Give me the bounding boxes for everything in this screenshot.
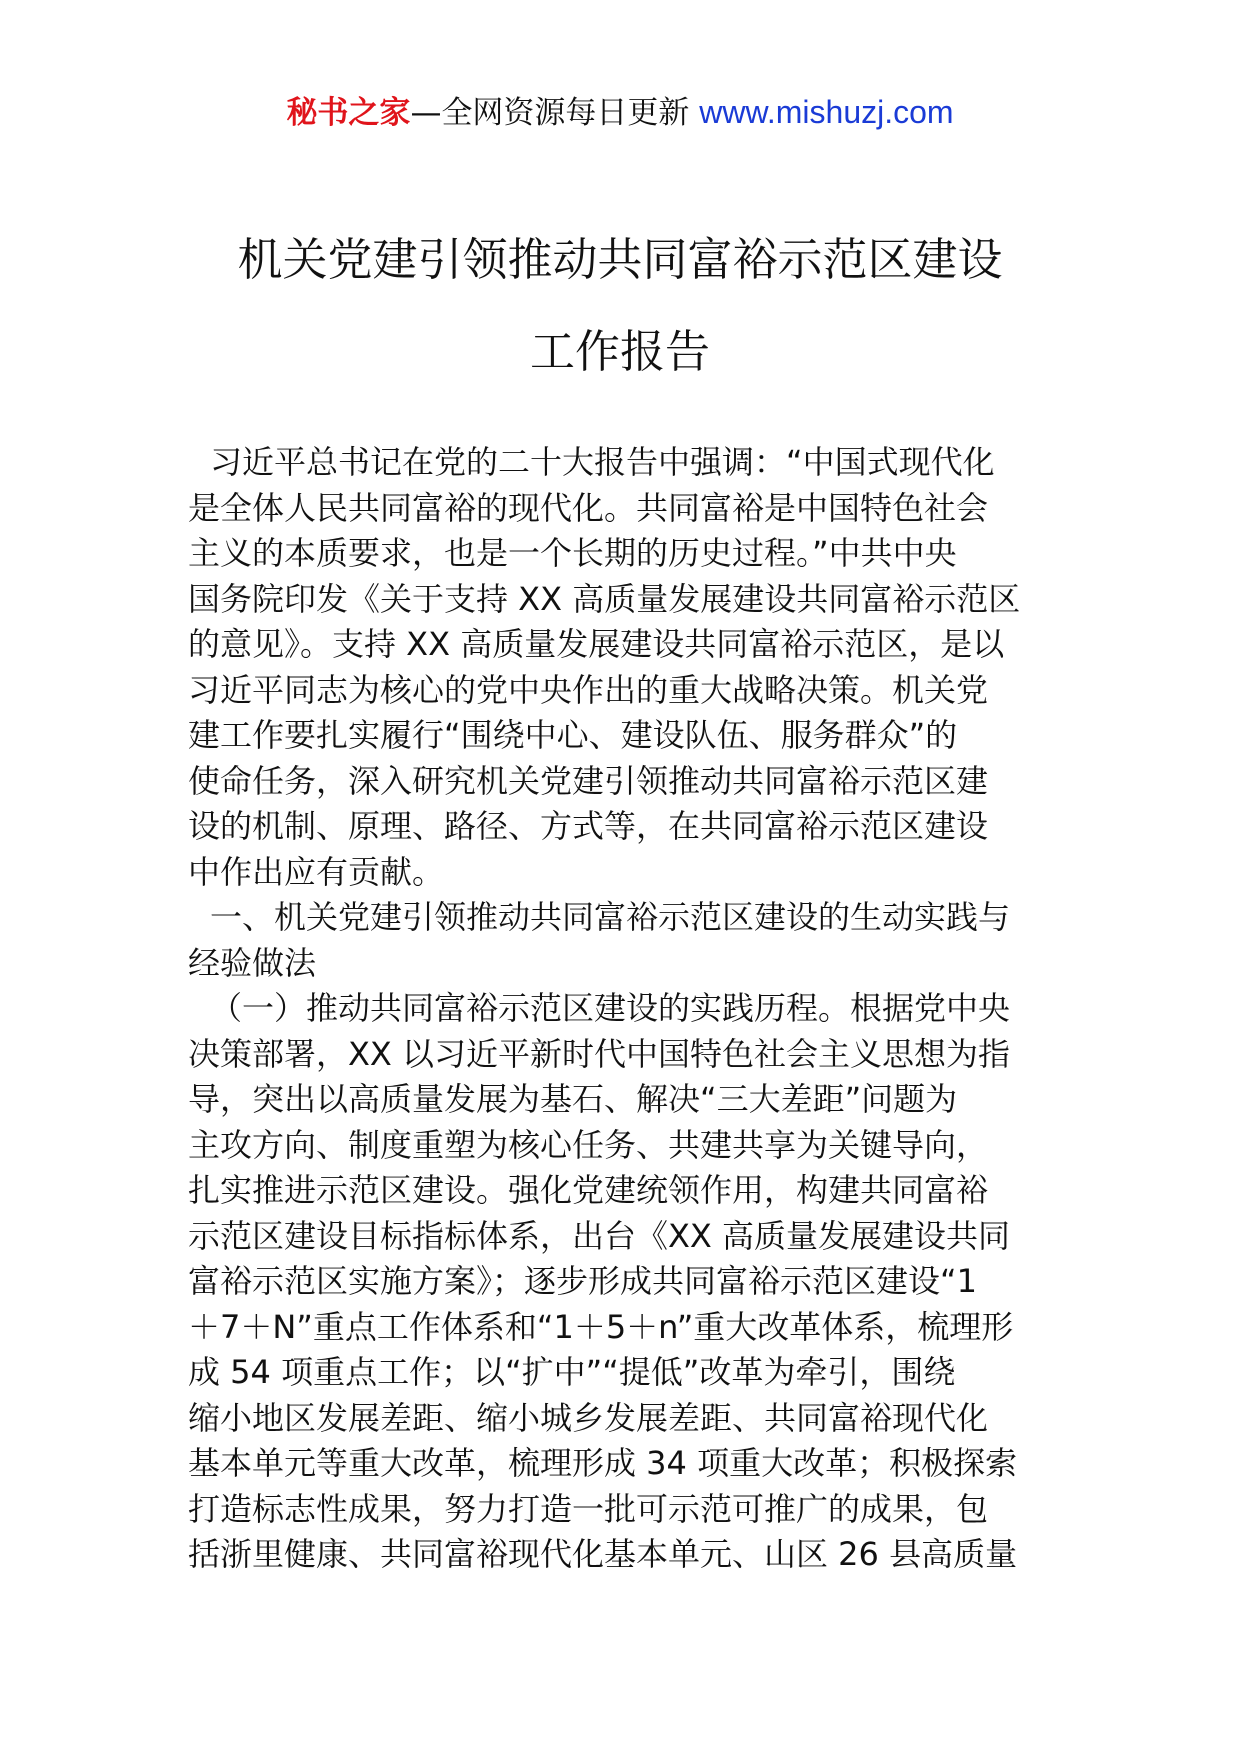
paragraph-line: 扎实推进示范区建设。强化党建统领作用，构建共同富裕 — [188, 1171, 989, 1209]
paragraph-line: 习近平总书记在党的二十大报告中强调：“中国式现代化 — [210, 443, 995, 481]
paragraph-line: 缩小地区发展差距、缩小城乡发展差距、共同富裕现代化 — [188, 1398, 989, 1437]
paragraph-line: 设的机制、原理、路径、方式等，在共同富裕示范区建设 — [188, 807, 989, 845]
paragraph-line: 国务院印发《关于支持 XX 高质量发展建设共同富裕示范区 — [188, 579, 1021, 618]
paragraph-line: 习近平同志为核心的党中央作出的重大战略决策。机关党 — [188, 670, 989, 709]
paragraph-line: 的意见》。支持 XX 高质量发展建设共同富裕示范区，是以 — [188, 625, 1005, 663]
site-url-link[interactable]: www.mishuzj.com — [699, 94, 954, 130]
paragraph-line: 基本单元等重大改革，梳理形成 34 项重大改革；积极探索 — [188, 1444, 1018, 1482]
document-body — [188, 440, 1068, 1578]
document-title-line-2: 工作报告 — [529, 325, 710, 378]
paragraph-line: 成 54 项重点工作；以“扩中”“提低”改革为牵引，围绕 — [188, 1353, 956, 1391]
paragraph-line: 示范区建设目标指标体系，出台《XX 高质量发展建设共同 — [188, 1216, 1011, 1255]
paragraph-line: 主攻方向、制度重塑为核心任务、共建共享为关键导向， — [188, 1125, 989, 1164]
paragraph-line: 导，突出以高质量发展为基石、解决“三大差距”问题为 — [188, 1080, 958, 1118]
paragraph-line: 打造标志性成果，努力打造一批可示范可推广的成果，包 — [188, 1489, 989, 1528]
paragraph-line: 决策部署，XX 以习近平新时代中国特色社会主义思想为指 — [188, 1034, 1011, 1073]
section-heading-line: 一、机关党建引领推动共同富裕示范区建设的生动实践与 — [210, 898, 1011, 936]
brand-name: 秘书之家 — [286, 95, 411, 131]
paragraph-line: （一）推动共同富裕示范区建设的实践历程。根据党中央 — [210, 989, 1011, 1027]
section-heading-line: 经验做法 — [188, 943, 317, 982]
document-title-line-1: 机关党建引领推动共同富裕示范区建设 — [237, 233, 1003, 286]
paragraph-line: 富裕示范区实施方案》；逐步形成共同富裕示范区建设“1 — [188, 1262, 977, 1300]
paragraph-line: ＋7＋N”重点工作体系和“1＋5＋n”重大改革体系，梳理形 — [188, 1307, 1014, 1346]
paragraph-line: 括浙里健康、共同富裕现代化基本单元、山区 26 县高质量 — [188, 1535, 1018, 1573]
paragraph-line: 中作出应有贡献。 — [188, 852, 445, 891]
paragraph-line: 是全体人民共同富裕的现代化。共同富裕是中国特色社会 — [188, 488, 989, 527]
paragraph-line: 主义的本质要求，也是一个长期的历史过程。”中共中央 — [188, 534, 957, 572]
site-header — [0, 92, 1240, 133]
header-tagline: —全网资源每日更新 — [410, 95, 690, 131]
paragraph-line: 使命任务，深入研究机关党建引领推动共同富裕示范区建 — [188, 761, 989, 800]
paragraph-line: 建工作要扎实履行“围绕中心、建设队伍、服务群众”的 — [188, 716, 958, 754]
